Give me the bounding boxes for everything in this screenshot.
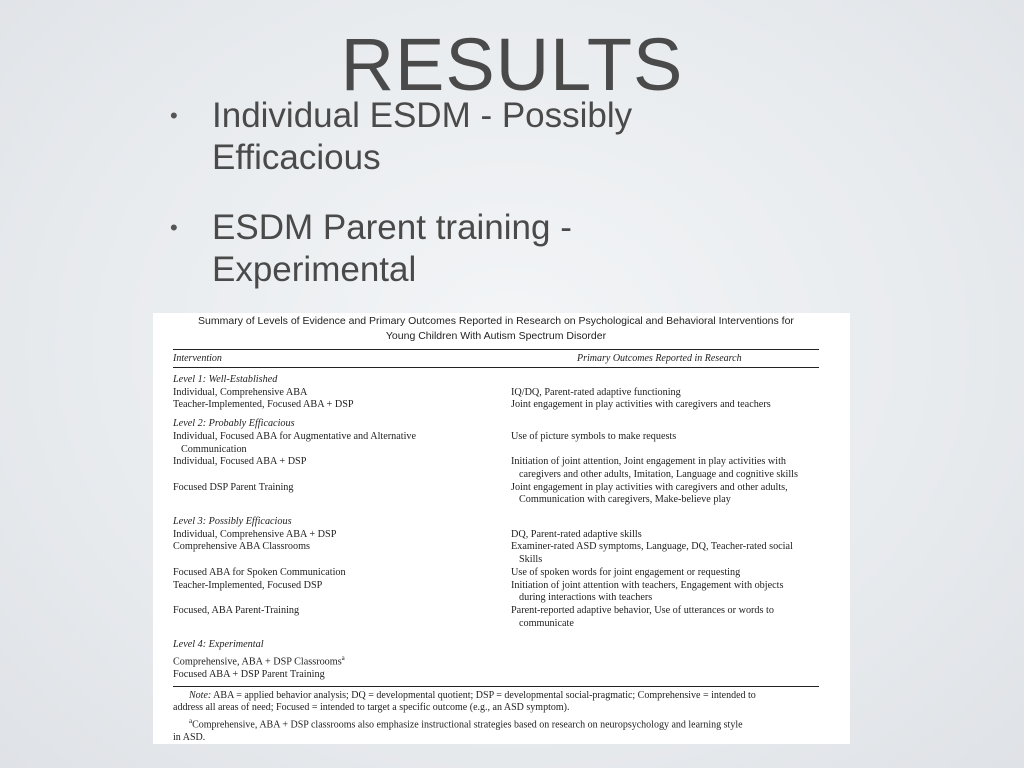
bullet-line: Efficacious xyxy=(212,138,381,177)
bullet-dot-icon: • xyxy=(170,215,178,240)
header-intervention: Intervention xyxy=(173,353,222,364)
table-row: Individual, Comprehensive ABA + DSP DQ, Parent-rated adaptive skills xyxy=(173,528,642,540)
table-row: Focused ABA + DSP Parent Training xyxy=(173,669,325,681)
bullet-item-parent-training xyxy=(170,207,730,291)
table-header xyxy=(173,350,819,367)
table-row: Individual, Focused ABA + DSP Initiation of joint attention, Joint engagement in play activities with xyxy=(173,456,787,468)
table-row: Comprehensive, ABA + DSP Classrooms$^a$ xyxy=(173,654,345,668)
table-row: Communication with caregivers, Make-believe play xyxy=(519,494,731,506)
table-row: Teacher-Implemented, Focused ABA + DSP Joint engagement in play activities with caregivers and teachers xyxy=(173,399,771,411)
bullet-line: ESDM Parent training - xyxy=(212,208,572,247)
table-row: during interactions with teachers xyxy=(519,592,653,604)
table-note: Note: ABA = applied behavior analysis; DQ = developmental quotient; DSP = developmental social-pragmatic; Comprehensive = intended to address all areas of need; Focused = intended to target a specific outcome (e.g., an ASD symptom). $^a$Comprehensive, ABA + DSP classrooms also emphasize instructional strategies based on research on neuropsychology and learning style in ASD. xyxy=(173,689,756,743)
table-caption-line: Summary of Levels of Evidence and Primary Outcomes Reported in Research on Psychological and Behavioral Interventions for xyxy=(198,315,794,327)
bullet-list xyxy=(170,95,730,319)
table-rule xyxy=(173,686,819,687)
level-heading: Level 1: Well-Established xyxy=(173,374,278,385)
bullet-item-individual-esdm xyxy=(170,95,730,179)
table-row: Focused, ABA Parent-Training Parent-reported adaptive behavior, Use of utterances or words to xyxy=(173,604,774,616)
header-outcomes: Primary Outcomes Reported in Research xyxy=(577,353,742,364)
table-row: Communication xyxy=(181,443,247,455)
level-heading: Level 4: Experimental xyxy=(173,639,264,651)
level-heading: Level 2: Probably Efficacious xyxy=(173,418,295,430)
table-caption-line: Young Children With Autism Spectrum Disorder xyxy=(385,330,607,342)
bullet-line: Experimental xyxy=(212,250,417,289)
table-row: Teacher-Implemented, Focused DSP Initiation of joint attention with teachers, Engagement with objects xyxy=(173,579,784,591)
bullet-line: Individual ESDM - Possibly xyxy=(212,96,633,135)
table-row: Individual, Focused ABA for Augmentative and Alternative Use of picture symbols to make requests xyxy=(173,430,677,442)
evidence-table-image xyxy=(153,313,850,744)
table-row: Skills xyxy=(519,554,543,566)
table-row: Comprehensive ABA Classrooms Examiner-rated ASD symptoms, Language, DQ, Teacher-rated social xyxy=(173,541,793,553)
table-row: caregivers and other adults, Imitation, Language and cognitive skills xyxy=(519,468,798,480)
table-row: Individual, Comprehensive ABA IQ/DQ, Parent-rated adaptive functioning xyxy=(173,386,681,398)
table-row: communicate xyxy=(519,617,574,629)
bullet-dot-icon: • xyxy=(170,103,178,128)
table-row: Focused DSP Parent Training Joint engagement in play activities with caregivers and other adults, xyxy=(173,481,788,493)
level-heading: Level 3: Possibly Efficacious xyxy=(173,516,292,528)
slide-title: RESULTS xyxy=(340,23,684,106)
table-row: Focused ABA for Spoken Communication Use of spoken words for joint engagement or requesting xyxy=(173,566,741,578)
